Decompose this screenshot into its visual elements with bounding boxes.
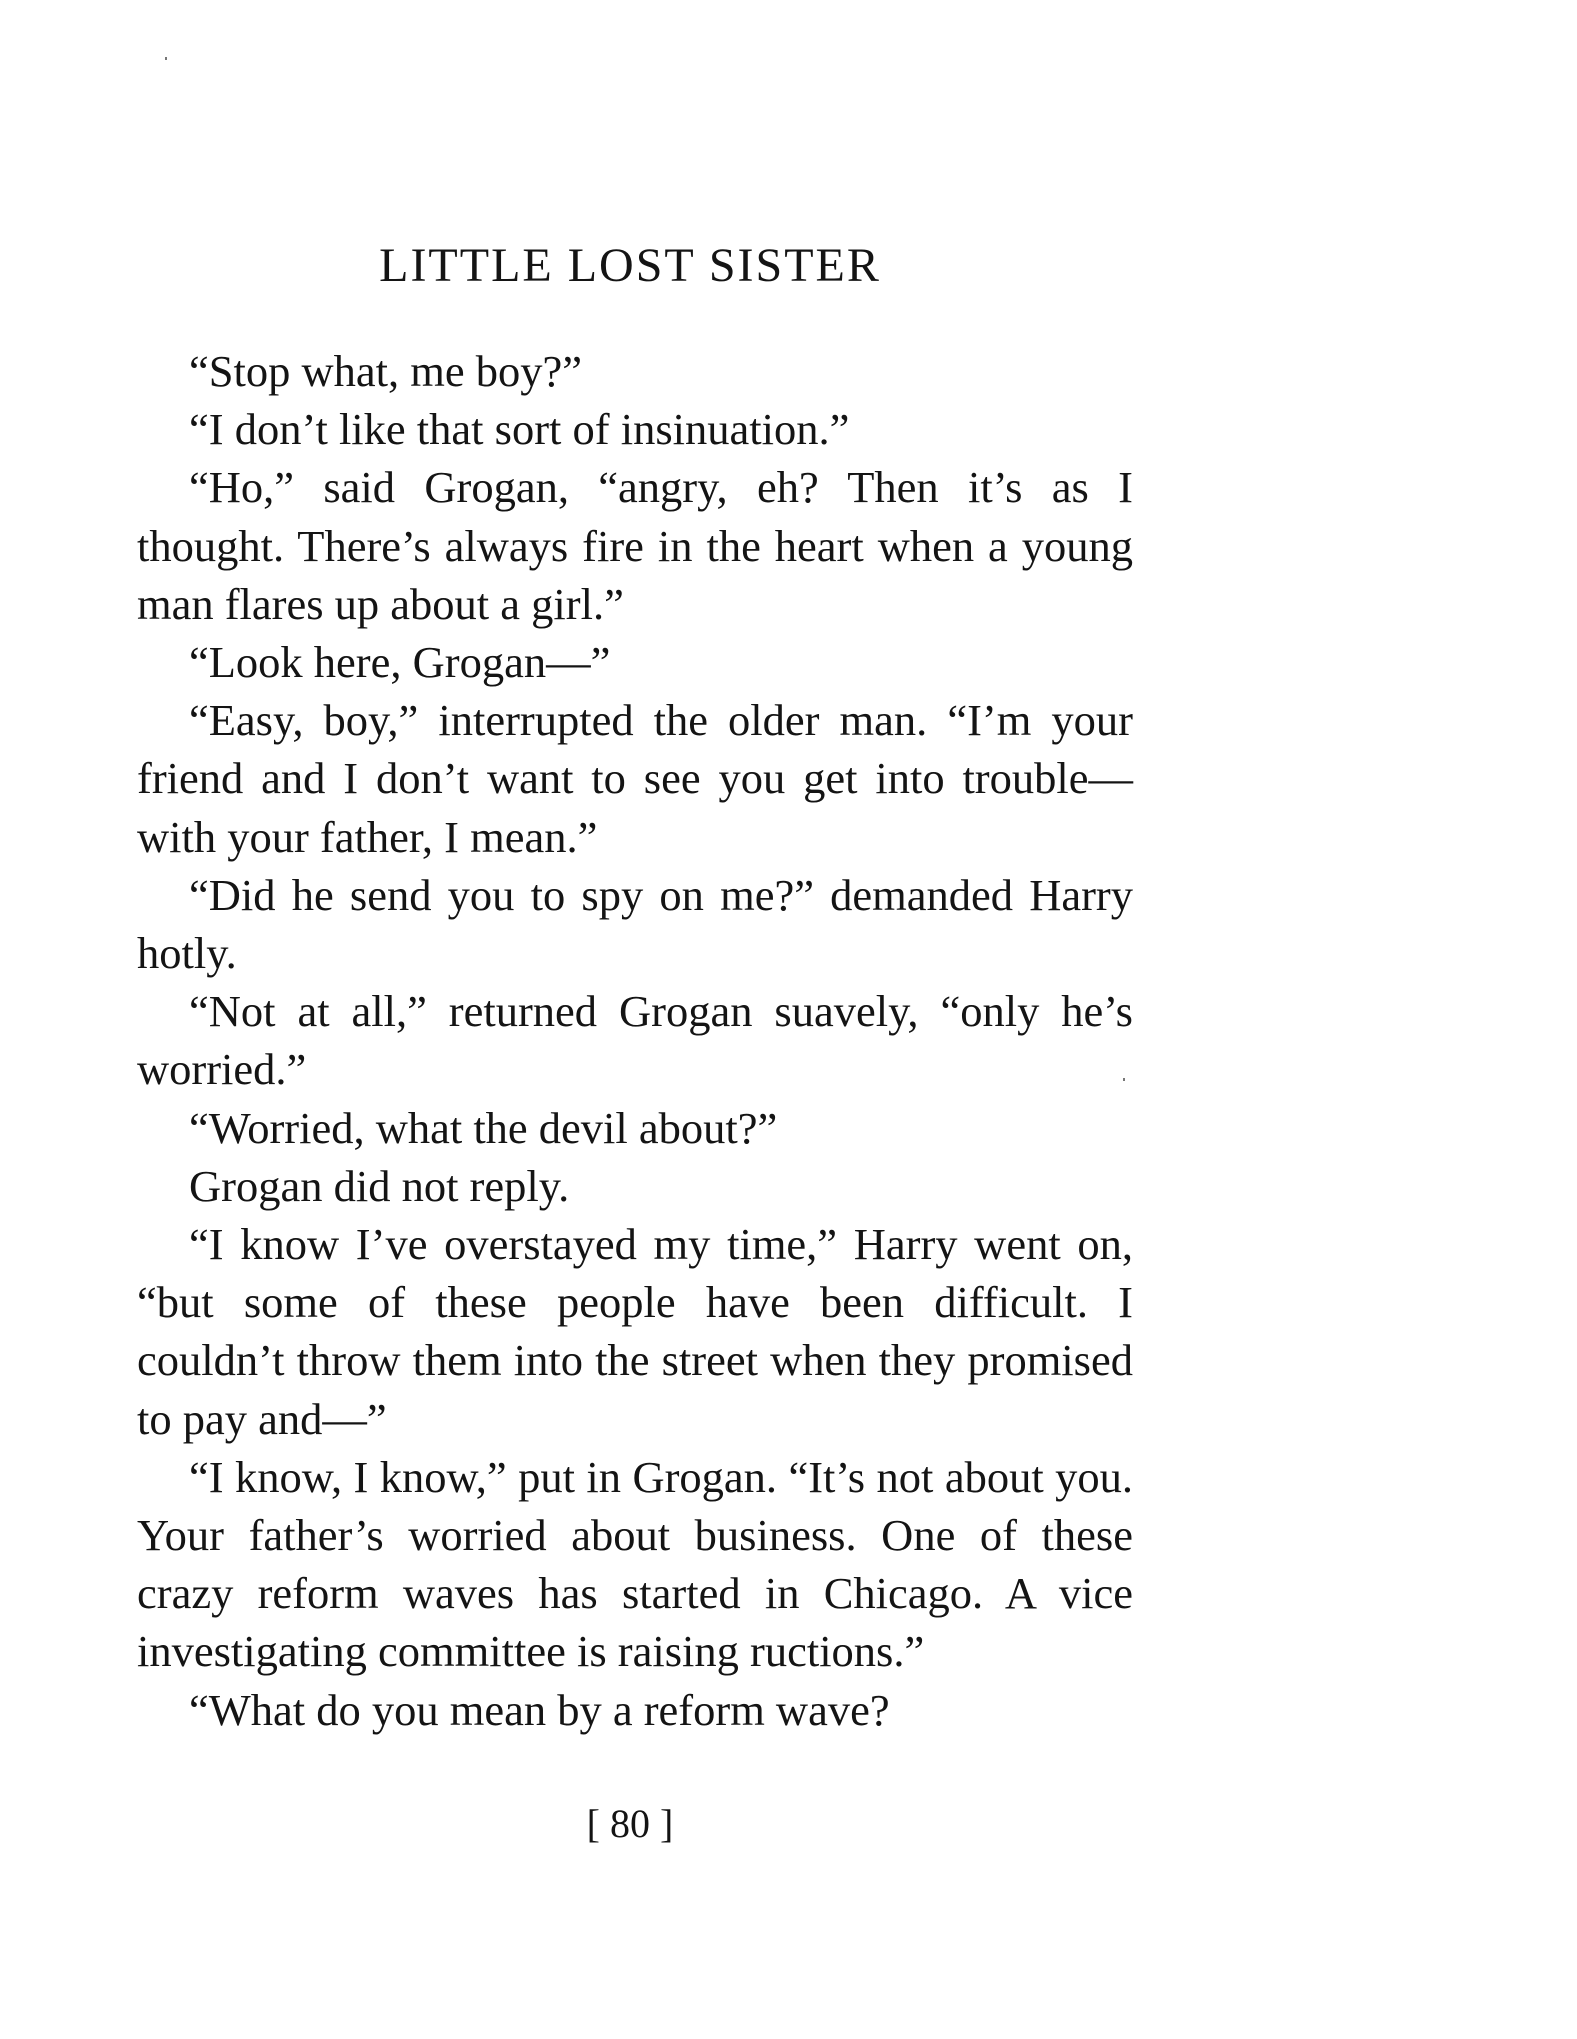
- paragraph: “I know, I know,” put in Grogan. “It’s not about you. Your father’s worried about business. One of these crazy reform waves has started in Chicago. A vice investigating committee is raising ructions.”: [137, 1451, 1133, 1677]
- paragraph: “Worried, what the devil about?”: [189, 1102, 778, 1153]
- running-title: LITTLE LOST SISTER: [379, 239, 881, 292]
- paragraph: “I know I’ve overstayed my time,” Harry went on, “but some of these people have been difficult. I couldn’t throw them into the street when they promised to pay and—”: [137, 1219, 1133, 1444]
- paragraph: “Stop what, me boy?”: [189, 346, 582, 396]
- scan-speck: [165, 57, 167, 60]
- paragraph: “Look here, Grogan—”: [189, 637, 611, 688]
- paragraph: “Easy, boy,” interrupted the older man. “I’m your friend and I don’t want to see you get into trouble—with your father, I mean.”: [137, 695, 1133, 862]
- paragraph: “Did he send you to spy on me?” demanded Harry hotly.: [137, 869, 1133, 979]
- paragraph: “I don’t like that sort of insinuation.”: [189, 404, 850, 455]
- page-number: [ 80 ]: [586, 1801, 674, 1846]
- paragraph: “Not at all,” returned Grogan suavely, “only he’s worried.”: [137, 986, 1133, 1095]
- body-text: [137, 342, 1133, 1739]
- paragraph: “What do you mean by a reform wave?: [189, 1684, 890, 1735]
- paragraph: Grogan did not reply.: [189, 1160, 570, 1211]
- paragraph: “Ho,” said Grogan, “angry, eh? Then it’s as I thought. There’s always fire in the heart when a young man flares up about a girl.”: [137, 462, 1133, 629]
